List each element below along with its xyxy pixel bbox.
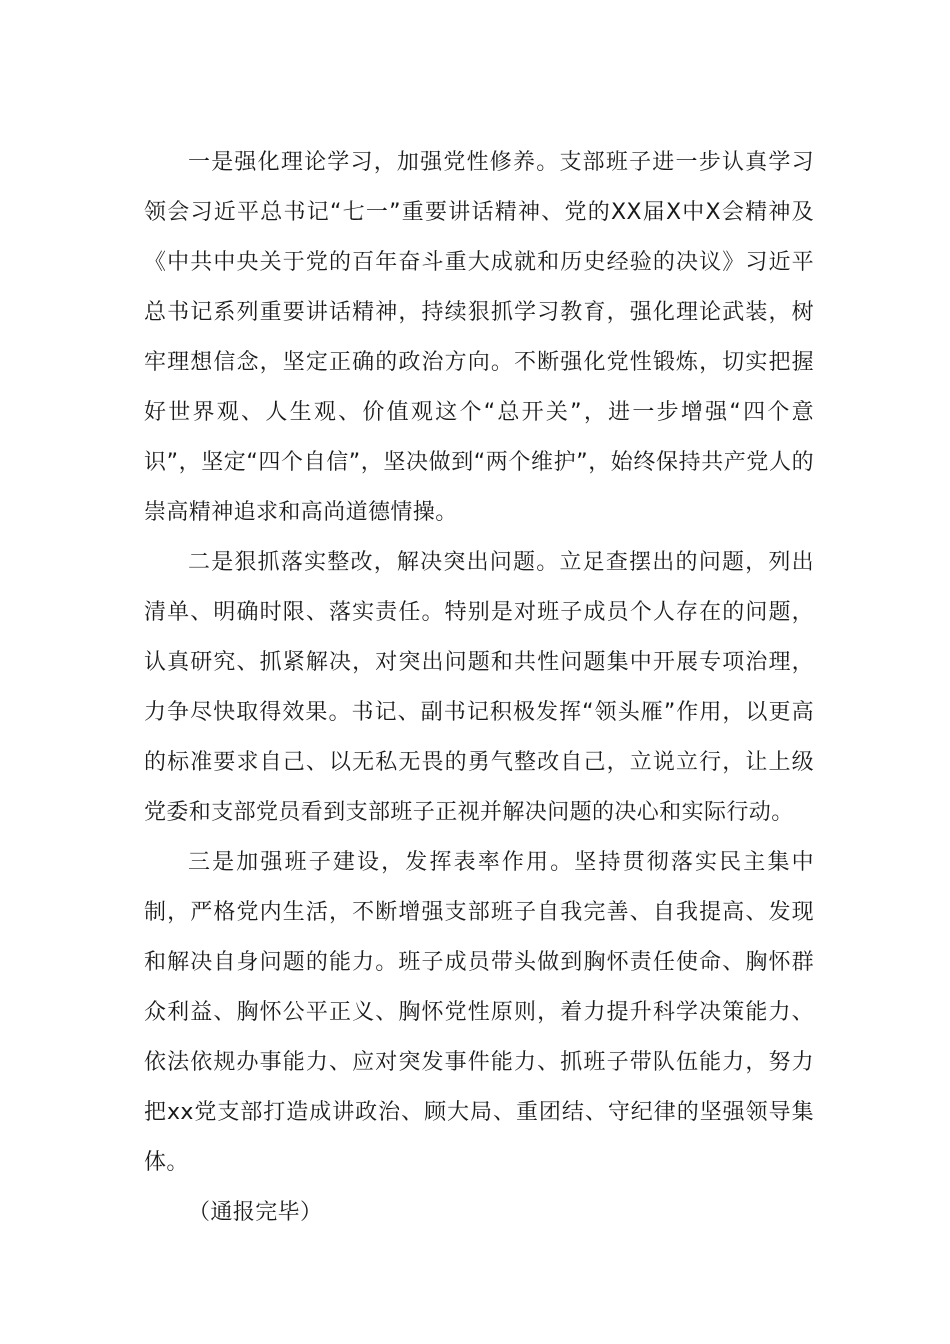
document-body — [144, 138, 814, 1238]
closing-note: （通报完毕） — [188, 1200, 323, 1225]
paragraph-2: 二是狠抓落实整改，解决突出问题。立足查摆出的问题，列出清单、明确时限、落实责任。特别是对班子成员个人存在的问题，认真研究、抓紧解决，对突出问题和共性问题集中开展专项治理，力争尽快取得效果。书记、副书记积极发挥“领头雁”作用，以更高的标准要求自己、以无私无畏的勇气整改自己，立说立行，让上级党委和支部党员看到支部班子正视并解决问题的决心和实际行动。 — [144, 550, 814, 825]
paragraph-3: 三是加强班子建设，发挥表率作用。坚持贯彻落实民主集中制，严格党内生活，不断增强支部班子自我完善、自我提高、发现和解决自身问题的能力。班子成员带头做到胸怀责任使命、胸怀群众利益、胸怀公平正义、胸怀党性原则，着力提升科学决策能力、依法依规办事能力、应对突发事件能力、抓班子带队伍能力，努力把xx党支部打造成讲政治、顾大局、重团结、守纪律的坚强领导集体。 — [144, 850, 814, 1175]
paragraph-1: 一是强化理论学习，加强党性修养。支部班子进一步认真学习领会习近平总书记“七一”重要讲话精神、党的XX届X中X会精神及《中共中央关于党的百年奋斗重大成就和历史经验的决议》习近平总书记系列重要讲话精神，持续狠抓学习教育，强化理论武装，树牢理想信念，坚定正确的政治方向。不断强化党性锻炼，切实把握好世界观、人生观、价值观这个“总开关”，进一步增强“四个意识”，坚定“四个自信”，坚决做到“两个维护”，始终保持共产党人的崇高精神追求和高尚道德情操。 — [144, 150, 814, 525]
